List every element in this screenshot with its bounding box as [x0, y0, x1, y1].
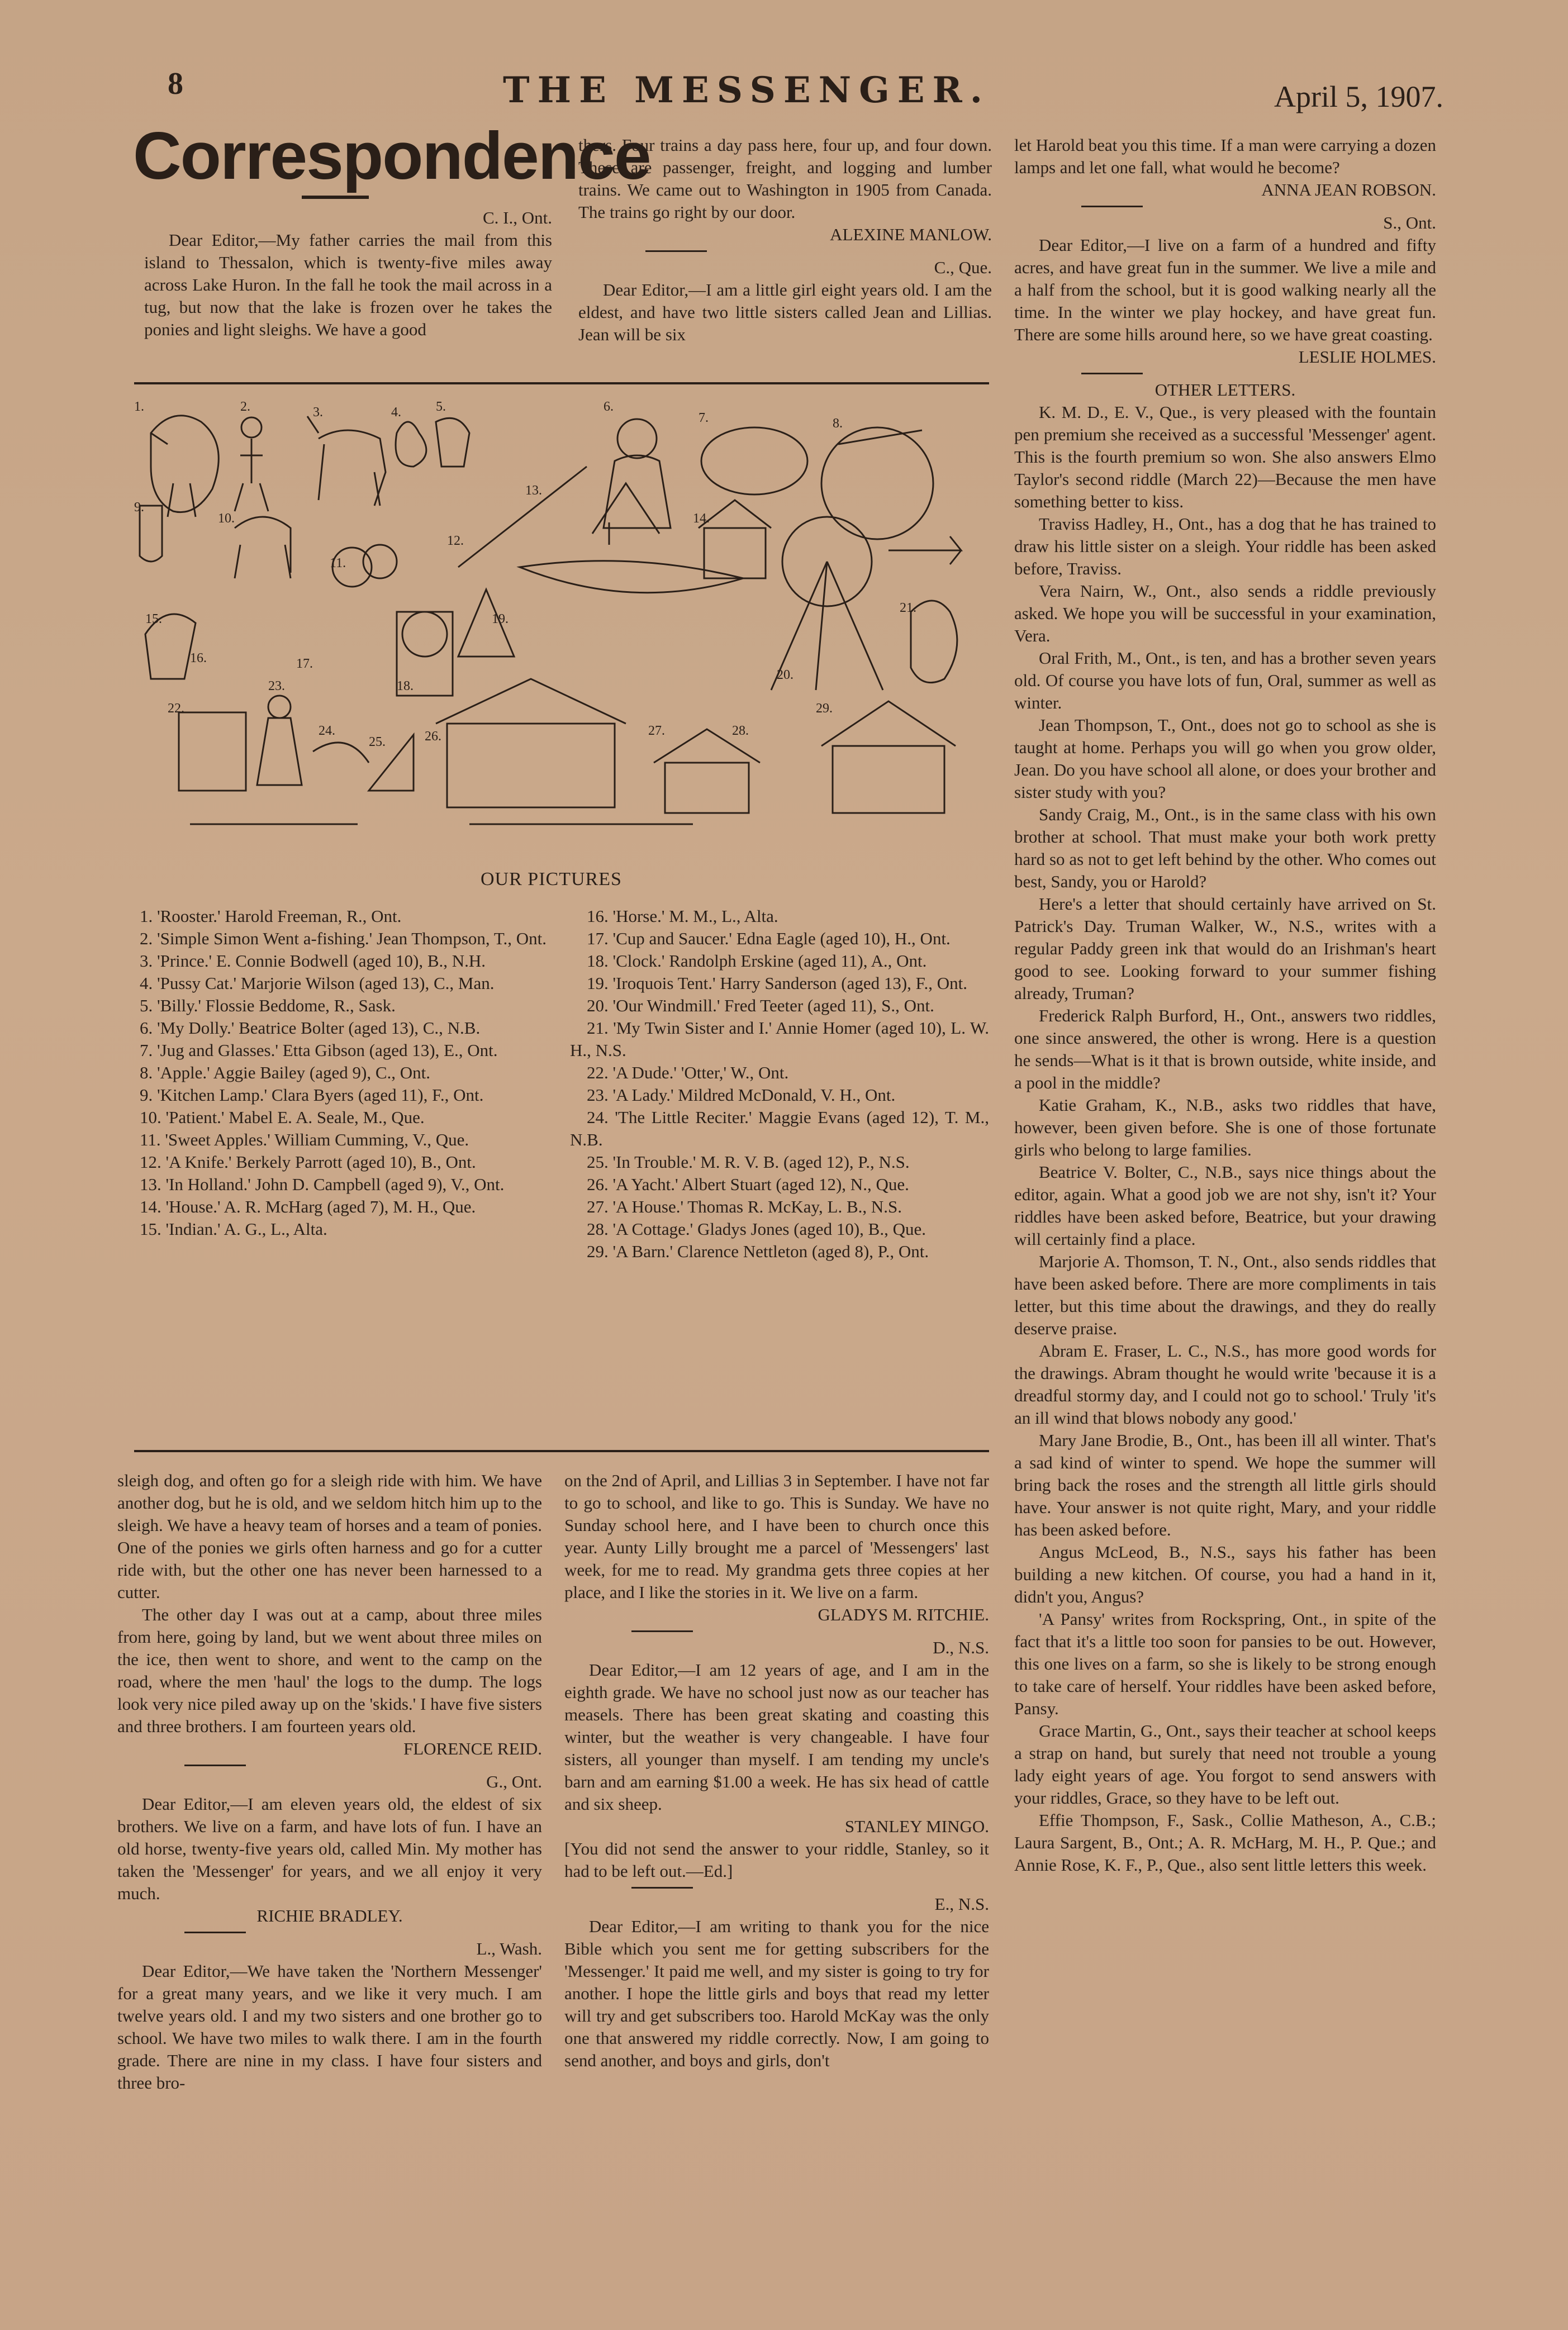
section-title: Correspondence	[133, 118, 650, 193]
letter-paragraph: Dear Editor,—I am a little girl eight years old. I am the eldest, and have two little sisters called Jean and Lillias. Jean will be six	[578, 280, 992, 344]
drawing-number-label: 4.	[391, 405, 401, 420]
drawing-number-label: 23.	[268, 679, 285, 693]
picture-credit-item: 9. 'Kitchen Lamp.' Clara Byers (aged 11), F., Ont.	[140, 1085, 484, 1105]
horse-drawing	[235, 517, 291, 578]
drawing-number-label: 13.	[525, 483, 542, 498]
letter-paragraph: Dear Editor,—I live on a farm of a hundred and fifty acres, and have great fun in the summer. We live a mile and a half from the school, but it is good walking nearly all the time. In the winter we play hockey, and have great fun. There are some hills around here, so we have great coasting.	[1014, 235, 1436, 344]
signature-rule	[631, 1630, 693, 1632]
letter-meta: E., N.S.	[934, 1894, 989, 1914]
letter-meta: C., Que.	[934, 258, 992, 277]
lady-head	[268, 696, 291, 718]
drawing-number-label: 3.	[313, 405, 323, 420]
letter-paragraph: Here's a letter that should certainly have arrived on St. Patrick's Day. Truman Walker, W., N.S., writes with a regular Paddy green ink that would do an Irishman's heart good to see. Looking forward to your summer fishing already, Truman?	[1014, 894, 1436, 1003]
top-column-1	[144, 207, 552, 341]
drawing-number-label: 5.	[436, 400, 446, 414]
letter-meta: FLORENCE REID.	[403, 1739, 542, 1758]
letter-paragraph: Dear Editor,—My father carries the mail from this island to Thessalon, which is twenty-five miles away across Lake Huron. In the fall he took the mail across in a tug, but now that the lake is frozen over he takes the ponies and light sleighs. We have a good	[144, 230, 552, 339]
drawing-number-label: 26.	[425, 729, 441, 744]
letter-paragraph: Abram E. Fraser, L. C., N.S., has more good words for the drawings. Abram thought he would write 'because it is a dreadful stormy day, and I could not go to school.' Truly 'it's an ill wind that blows nobody any good.'	[1014, 1341, 1436, 1428]
letter-paragraph: Dear Editor,—We have taken the 'Northern Messenger' for a great many years, and we like it very much. I am twelve years old. I and my two sisters and one brother go to school. We have two miles to walk there. I am in the fourth grade. There are nine in my class. I have four sisters and three bro-	[117, 1961, 542, 2093]
letter-paragraph: Oral Frith, M., Ont., is ten, and has a brother seven years old. Of course you have lots of fun, Oral, summer as well as winter.	[1014, 648, 1436, 712]
letter-paragraph: Traviss Hadley, H., Ont., has a dog that he has trained to draw his little sister on a sleigh. Your riddle has been asked before, Traviss.	[1014, 514, 1436, 578]
drawing-number-label: 6.	[604, 400, 614, 414]
letter-paragraph: thers. Four trains a day pass here, four up, and four down. These are passenger, freight, and logging and lumber trains. We came out to Washington in 1905 from Canada. The trains go right by our door.	[578, 135, 992, 222]
signature-rule	[645, 250, 707, 252]
letter-meta: C. I., Ont.	[483, 208, 552, 227]
drawing-number-label: 10.	[218, 511, 235, 526]
drawing-number-label: 18.	[397, 679, 414, 693]
letter-meta: L., Wash.	[476, 1939, 542, 1958]
picture-credit-item: 27. 'A House.' Thomas R. McKay, L. B., N.S.	[587, 1197, 902, 1216]
house-27-drawing	[447, 724, 615, 807]
pictures-list-right	[570, 905, 989, 1263]
little-reciter-drawing	[313, 743, 369, 763]
issue-date: April 5, 1907.	[1274, 80, 1443, 113]
letter-paragraph: Vera Nairn, W., Ont., also sends a riddle previously asked. We hope you will be successful in your examination, Vera.	[1014, 581, 1436, 645]
house-drawing	[704, 528, 766, 578]
letter-paragraph: Sandy Craig, M., Ont., is in the same class with his own brother at school. That must make your both work pretty hard so as not to get left behind by the other. Who comes out best, Sandy, you or Harold?	[1014, 805, 1436, 891]
picture-credit-item: 19. 'Iroquois Tent.' Harry Sanderson (aged 13), F., Ont.	[587, 973, 967, 993]
picture-credit-item: 6. 'My Dolly.' Beatrice Bolter (aged 13), C., N.B.	[140, 1018, 481, 1038]
top-column-3	[1014, 134, 1436, 1876]
barn-drawing	[833, 746, 944, 813]
picture-credit-item: 14. 'House.' A. R. McHarg (aged 7), M. H., Que.	[140, 1197, 476, 1216]
letter-meta: S., Ont.	[1383, 213, 1436, 232]
drawing-number-label: 27.	[648, 724, 665, 738]
picture-credit-item: 21. 'My Twin Sister and I.' Annie Homer (aged 10), L. W. H., N.S.	[570, 1018, 989, 1060]
letter-heading: OTHER LETTERS.	[1154, 380, 1296, 400]
drawing-number-label: 29.	[816, 701, 833, 716]
letter-paragraph: Marjorie A. Thomson, T. N., Ont., also sends riddles that have been asked before. There are more compliments in tais letter, but this time about the drawings, and they do really deserve praise.	[1014, 1252, 1436, 1338]
letter-paragraph: Mary Jane Brodie, B., Ont., has been ill all winter. That's a sad kind of winter to spend. We hope the summer will bring back the roses and the strength all little girls should have. Your answer is not quite right, Mary, and your riddle has been asked before.	[1014, 1430, 1436, 1539]
picture-credit-item: 26. 'A Yacht.' Albert Stuart (aged 12), N., Que.	[587, 1174, 909, 1194]
letter-paragraph: sleigh dog, and often go for a sleigh ride with him. We have another dog, but he is old, and we seldom hitch him up to the sleigh. We have a heavy team of horses and a team of ponies. One of the ponies we girls often harness and go for a cutter ride with, but the other one has never been harnessed to a cutter.	[117, 1471, 542, 1602]
picture-credit-item: 25. 'In Trouble.' M. R. V. B. (aged 12), P., N.S.	[587, 1152, 910, 1172]
letter-paragraph: Dear Editor,—I am 12 years of age, and I am in the eighth grade. We have no school just now as our teacher has measels. There has been great skating and coasting this winter, but the weather is very changeable. I have four sisters, all younger than myself. I am tending my uncle's barn and am earning $1.00 a week. He has six head of cattle and six sheep.	[564, 1660, 989, 1814]
drawing-number-label: 9.	[134, 500, 144, 515]
picture-credit-item: 15. 'Indian.' A. G., L., Alta.	[140, 1219, 327, 1239]
picture-credit-item: 4. 'Pussy Cat.' Marjorie Wilson (aged 13), C., Man.	[140, 973, 495, 993]
letter-paragraph: Effie Thompson, F., Sask., Collie Matheson, A., C.B.; Laura Sargent, B., Ont.; A. R. McHarg, M. H., P. Que.; and Annie Rose, K. F., P., Que., also sent little letters this week.	[1014, 1810, 1436, 1875]
divider-top	[134, 382, 989, 384]
drawing-number-label: 2.	[240, 400, 250, 414]
dude-drawing	[179, 712, 246, 791]
bottom-column-1	[117, 1470, 542, 2094]
picture-credit-item: 28. 'A Cottage.' Gladys Jones (aged 10), B., Que.	[587, 1219, 926, 1239]
drawing-number-label: 22.	[168, 701, 184, 716]
letter-paragraph: Grace Martin, G., Ont., says their teacher at school keeps a strap on hand, but surely that need not trouble a young lady eight years of age. You forgot to send answers with your riddles, Grace, so they have to be left out.	[1014, 1721, 1436, 1808]
letter-paragraph: 'A Pansy' writes from Rockspring, Ont., in spite of the fact that it's a little too soon for pansies to be out. However, this one lives on a farm, so she is likely to be strong enough to take care of herself. Your riddles have been asked before, Pansy.	[1014, 1609, 1436, 1718]
letter-meta: ALEXINE MANLOW.	[830, 225, 992, 244]
picture-credit-item: 29. 'A Barn.' Clarence Nettleton (aged 8), P., Ont.	[587, 1242, 929, 1261]
signature-rule	[1081, 206, 1143, 207]
prince-horse-drawing	[307, 416, 386, 506]
drawing-number-label: 21.	[900, 601, 916, 615]
pictures-list-left	[123, 905, 548, 1240]
picture-credit-item: 24. 'The Little Reciter.' Maggie Evans (aged 12), T. M., N.B.	[570, 1107, 989, 1149]
signature-rule	[631, 1887, 693, 1889]
picture-credit-item: 8. 'Apple.' Aggie Bailey (aged 9), C., Ont.	[140, 1063, 430, 1082]
letter-paragraph: let Harold beat you this time. If a man were carrying a dozen lamps and let one fall, what would he become?	[1014, 135, 1436, 177]
cottage-drawing	[665, 763, 749, 813]
picture-credit-item: 2. 'Simple Simon Went a-fishing.' Jean Thompson, T., Ont.	[140, 929, 547, 948]
letter-paragraph: Dear Editor,—I am eleven years old, the eldest of six brothers. We live on a farm, and have lots of fun. I have an old horse, twenty-five years old, called Min. My mother has taken the 'Messenger' for years, and we all enjoy it very much.	[117, 1794, 542, 1903]
clock-drawing	[402, 612, 447, 657]
masthead: THE MESSENGER.	[503, 69, 990, 111]
pictures-heading: OUR PICTURES	[481, 869, 622, 890]
picture-credit-item: 20. 'Our Windmill.' Fred Teeter (aged 11), S., Ont.	[587, 996, 934, 1015]
drawing-number-label: 19.	[492, 612, 509, 626]
letter-paragraph: The other day I was out at a camp, about three miles from here, going by land, but we went about three miles on the ice, then went to shore, and went to the camp on the road, where the men 'haul' the logs to the dump. The logs look very nice piled away up on the 'skids.' I have five sisters and three brothers. I am fourteen years old.	[117, 1605, 542, 1736]
pussy-cat-drawing	[396, 422, 426, 467]
signature-rule	[184, 1765, 246, 1766]
bottom-column-2	[564, 1470, 989, 2072]
picture-credit-item: 13. 'In Holland.' John D. Campbell (aged 9), V., Ont.	[140, 1174, 505, 1194]
jug-glasses-drawing	[701, 427, 807, 494]
picture-credit-item: 5. 'Billy.' Flossie Beddome, R., Sask.	[140, 996, 396, 1015]
top-column-2	[578, 134, 992, 346]
drawing-number-label: 14.	[693, 511, 710, 526]
page-number: 8	[168, 66, 183, 101]
signature-rule	[1081, 373, 1143, 374]
letter-meta: STANLEY MINGO.	[844, 1817, 989, 1836]
divider-bottom	[134, 1450, 989, 1452]
letter-paragraph: Katie Graham, K., N.B., asks two riddles that have, however, been given before. She is one of those fortunate girls who belong to large families.	[1014, 1095, 1436, 1159]
letter-paragraph: on the 2nd of April, and Lillias 3 in September. I have not far to go to school, and like to go. This is Sunday. We have no Sunday school here, and I have been to church once this year. Aunty Lilly brought me a parcel of 'Messengers' last week, for me to read. My grandma gets three copies at her place, and I like the stories in it. We live on a farm.	[564, 1471, 989, 1602]
picture-credit-item: 18. 'Clock.' Randolph Erskine (aged 11), A., Ont.	[587, 951, 927, 971]
picture-credit-item: 22. 'A Dude.' 'Otter,' W., Ont.	[587, 1063, 789, 1082]
letter-paragraph: Beatrice V. Bolter, C., N.B., says nice things about the editor, again. What a good job we are not shy, isn't it? Your riddles have been asked before, Beatrice, but your drawing will certainly find a place.	[1014, 1162, 1436, 1249]
drawing-number-label: 25.	[369, 735, 386, 749]
letter-paragraph: Angus McLeod, B., N.S., says his father has been building a new kitchen. Of course, you had a hand in it, didn't you, Angus?	[1014, 1542, 1436, 1606]
title-underline	[302, 196, 369, 199]
drawing-number-label: 11.	[330, 556, 346, 570]
letter-meta: D., N.S.	[933, 1638, 989, 1657]
children-drawings-illustration	[134, 400, 983, 852]
windmill-holland-drawing	[592, 483, 659, 545]
drawing-number-label: 16.	[190, 651, 207, 665]
drawing-number-label: 17.	[296, 657, 313, 671]
drawing-number-label: 1.	[134, 400, 144, 414]
letter-meta: LESLIE HOLMES.	[1298, 347, 1436, 367]
picture-credit-item: 3. 'Prince.' E. Connie Bodwell (aged 10), B., N.H.	[140, 951, 486, 971]
rooster-drawing	[151, 416, 218, 512]
picture-credit-item: 1. 'Rooster.' Harold Freeman, R., Ont.	[140, 906, 402, 926]
letter-paragraph: Dear Editor,—I am writing to thank you for the nice Bible which you sent me for getting subscribers for the 'Messenger.' It paid me well, and my sister is going to try for another. I hope the little girls and boys that read my letter will try and get subscribers too. Harold McKay was the only one that answered my riddle correctly. Now, I am going to send another, and boys and girls, don't	[564, 1917, 989, 2070]
letter-heading: RICHIE BRADLEY.	[256, 1906, 403, 1925]
letter-paragraph: Jean Thompson, T., Ont., does not go to school as she is taught at home. Perhaps you will go when you grow older, Jean. Do you have school all alone, or does your brother and sister study with you?	[1014, 715, 1436, 802]
billy-goat-drawing	[436, 418, 469, 467]
letter-paragraph: [You did not send the answer to your riddle, Stanley, so it had to be left out.—Ed.]	[564, 1839, 989, 1881]
drawing-number-label: 7.	[699, 411, 709, 425]
letter-paragraph: K. M. D., E. V., Que., is very pleased with the fountain pen premium she received as a successful 'Messenger' agent. This is the fourth premium so won. She also answers Elmo Taylor's second riddle (March 22)—Because the men have something better to kiss.	[1014, 402, 1436, 511]
drawing-number-label: 28.	[732, 724, 749, 738]
twin-sister-drawing	[911, 601, 957, 683]
picture-credit-item: 12. 'A Knife.' Berkely Parrott (aged 10), B., Ont.	[140, 1152, 476, 1172]
drawing-number-label: 24.	[319, 724, 335, 738]
dolly-head	[617, 419, 657, 458]
letter-meta: GLADYS M. RITCHIE.	[818, 1605, 989, 1624]
picture-credit-item: 10. 'Patient.' Mabel E. A. Seale, M., Que.	[140, 1107, 425, 1127]
drawing-number-label: 15.	[145, 612, 162, 626]
picture-credit-item: 11. 'Sweet Apples.' William Cumming, V., Que.	[140, 1130, 469, 1149]
picture-credit-item: 7. 'Jug and Glasses.' Etta Gibson (aged 13), E., Ont.	[140, 1040, 498, 1060]
drawing-number-label: 20.	[777, 668, 793, 682]
picture-credit-item: 16. 'Horse.' M. M., L., Alta.	[587, 906, 778, 926]
letter-meta: G., Ont.	[486, 1772, 542, 1791]
drawing-number-label: 8.	[833, 416, 843, 431]
signature-rule	[184, 1932, 246, 1933]
letter-paragraph: Frederick Ralph Burford, H., Ont., answers two riddles, one since answered, the other is wrong. Here is a question he sends—What is it that is brown outside, white inside, and a pool in the middle?	[1014, 1006, 1436, 1092]
simple-simon-head	[241, 417, 262, 438]
picture-credit-item: 23. 'A Lady.' Mildred McDonald, V. H., Ont.	[587, 1085, 896, 1105]
knife-drawing	[458, 467, 587, 567]
letter-meta: ANNA JEAN ROBSON.	[1261, 180, 1436, 199]
drawing-number-label: 12.	[447, 534, 464, 548]
picture-credit-item: 17. 'Cup and Saucer.' Edna Eagle (aged 10), H., Ont.	[587, 929, 951, 948]
